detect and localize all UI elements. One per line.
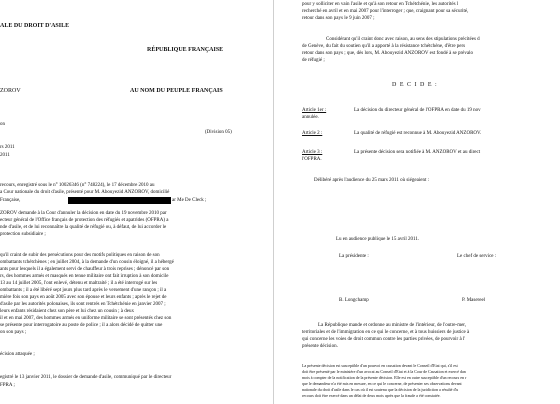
- clerk-name: P. Masereel: [462, 298, 486, 303]
- body-line: FPRA ;: [0, 383, 15, 388]
- body-line: rs, des hommes armés et masqués en tenue militaire ont fait irruption à son domicile: [0, 274, 169, 279]
- date-fragment-1: rs 2011: [0, 145, 15, 150]
- body-line: ar Me De Cleck ;: [172, 198, 207, 203]
- article-1-continued: annulée.: [302, 115, 319, 120]
- article-2-label: Article 2 :: [302, 131, 323, 136]
- body-line: il et en mai 2007, des hommes armés en uniforme militaire se sont présentés chez son: [0, 316, 172, 321]
- left-document-page: [0, 0, 272, 404]
- body-line: territoriales et de l'immigration en ce qui le concerne, et à tous huissiers de justice à: [302, 330, 470, 335]
- body-line: de Genève, du fait du soutien qu'il a apporté à la résistance tchétchène, d'être pers: [302, 44, 466, 49]
- article-2-text: La qualité de réfugié est reconnue à M. Abouyezid ANZOROV.: [354, 131, 482, 136]
- body-line: présente décision.: [302, 344, 338, 349]
- body-line: mière fois son pays en août 2005 avec son épouse et leurs enfants ; après le rejet de: [0, 295, 167, 300]
- body-line: ombattants ; il a été libéré sept jours plus tard après le versement d'une rançon ; il a: [0, 288, 167, 293]
- body-line: protection subsidiaire ;: [0, 232, 46, 237]
- body-line: d'asile par les autorités polonaises, ils sont rentrés en Tchétchénie en janvier 2007 ;: [0, 302, 166, 307]
- body-line: recherché en avril et en mai 2007 pour l'interroger ; que, craignant pour sa sécurité,: [302, 9, 469, 14]
- body-line: ZOROV demande à la Cour d'annuler la décision en date du 19 novembre 2010 par: [0, 211, 167, 216]
- republic-header: RÉPUBLIQUE FRANÇAISE: [147, 47, 224, 53]
- body-line: qu'il craint de subir des persécutions pour des motifs politiques en raison de son: [0, 253, 160, 258]
- body-line: 13 au 14 juillet 2005, l'ont enlevé, détenu et maltraité ; il a été interrogé sur les: [0, 281, 158, 286]
- deliberation-line: Délibéré après l'audience du 25 mars 2011 où siégeaient :: [314, 178, 429, 183]
- body-line: ecteur général de l'Office français de protection des réfugiés et apatrides (OFPRA) a: [0, 218, 169, 223]
- body-line: egistré le 13 janvier 2011, le dossier de demande d'asile, communiqué par le directeur: [0, 375, 172, 380]
- body-line: écision attaquée ;: [0, 352, 35, 357]
- article-1-text: La décision du directeur général de l'OFPRA en date du 19 nov: [354, 108, 481, 113]
- body-line: qui concerne les voies de droit commun contre les parties privées, de pourvoir à l': [302, 337, 466, 342]
- article-1-label: Article 1er :: [302, 108, 327, 113]
- footnote-line: La présente décision est susceptible d'un pourvoi en cassation devant le Conseil d'Etat qui, s'il est: [302, 363, 458, 368]
- right-document-page: [276, 0, 560, 404]
- body-line: La République mande et ordonne au ministre de l'intérieur, de l'outre-mer,: [318, 323, 467, 328]
- body-line: Française,: [0, 198, 21, 203]
- article-3-continued: l'OFPRA.: [302, 157, 322, 162]
- body-line: retour dans son pays ; que, dès lors, M. Abouyezid ANZOROV est fondé à se prévalo: [302, 51, 473, 56]
- page-divider: [273, 0, 274, 404]
- president-name: B. Longchamp: [339, 298, 369, 303]
- article-3-text: La présente décision sera notifiée à M. ANZOROV et au direct: [354, 150, 481, 155]
- president-label: La présidente :: [339, 254, 369, 259]
- decide-heading: D E C I D E :: [392, 82, 438, 88]
- redaction-bar: [68, 197, 171, 204]
- court-header: ALE DU DROIT D'ASILE: [0, 23, 70, 29]
- body-line: retour dans son pays le 9 juin 2007 ;: [302, 16, 375, 21]
- footnote-line: mois à compter de la notification de la présente décision. Elle est en outre susceptible d'un recours en r: [302, 375, 467, 380]
- body-line: leurs enfants résidaient chez son père et lui chez un cousin ; à deux: [0, 309, 134, 314]
- text-fragment: on: [0, 122, 5, 127]
- body-line: se présente pour interrogatoire au poste de police ; il a alors décidé de quitter une: [0, 323, 163, 328]
- people-header: AU NOM DU PEUPLE FRANÇAIS: [130, 88, 223, 94]
- body-line: ants pour lesquels il a également servi de chauffeur à trois reprises ; dénoncé par son: [0, 267, 170, 272]
- footnote-line: nationale du droit d'asile dans le cas où il est soutenu que la décision de la juridiction a résulté d'u: [302, 387, 459, 392]
- body-line: nde d'asile, et de lui reconnaître la qualité de réfugié ou, à défaut, de lui accorder le: [0, 225, 167, 230]
- body-line: a Cour nationale du droit d'asile, présenté pour M. Abouyezid ANZOROV, domicilié: [0, 190, 170, 195]
- footnote-line: doit être présenté par le ministère d'un avocat au Conseil d'Etat et à la Cour de Cassation et exercé dan: [302, 369, 466, 374]
- body-line: ombattants tchétchènes ; en juillet 2004, à la demande d'un cousin éloigné, il a hébergé: [0, 260, 174, 265]
- footnote-line: recours doit être exercé dans un délai de deux mois après que la fraude a été constatée.: [302, 393, 441, 398]
- body-line: recours, enregistré sous le n° 10026346 (n° 748224), le 17 décembre 2010 au: [0, 183, 155, 188]
- body-line: pour y solliciter en vain l'asile et qu'à son retour en Tchétchénie, les autorités l: [302, 2, 459, 7]
- clerk-label: Le chef de service :: [457, 254, 497, 259]
- case-name-fragment: ZOROV: [0, 88, 21, 94]
- public-hearing-line: Lu en audience publique le 15 avril 2011.: [336, 237, 420, 242]
- body-line: Considérant qu'il craint donc avec raison, au sens des stipulations précitées d: [326, 37, 480, 42]
- date-fragment-2: 2011: [0, 153, 10, 158]
- division-label: (Division 05): [205, 130, 232, 135]
- footnote-line: que le demandeur n'a été mis en mesure, en ce qui le concerne, de présenter ses observations devant: [302, 381, 462, 386]
- body-line: de réfugié ;: [302, 58, 325, 63]
- body-line: on son pays ;: [0, 330, 27, 335]
- article-3-label: Article 3 :: [302, 150, 323, 155]
